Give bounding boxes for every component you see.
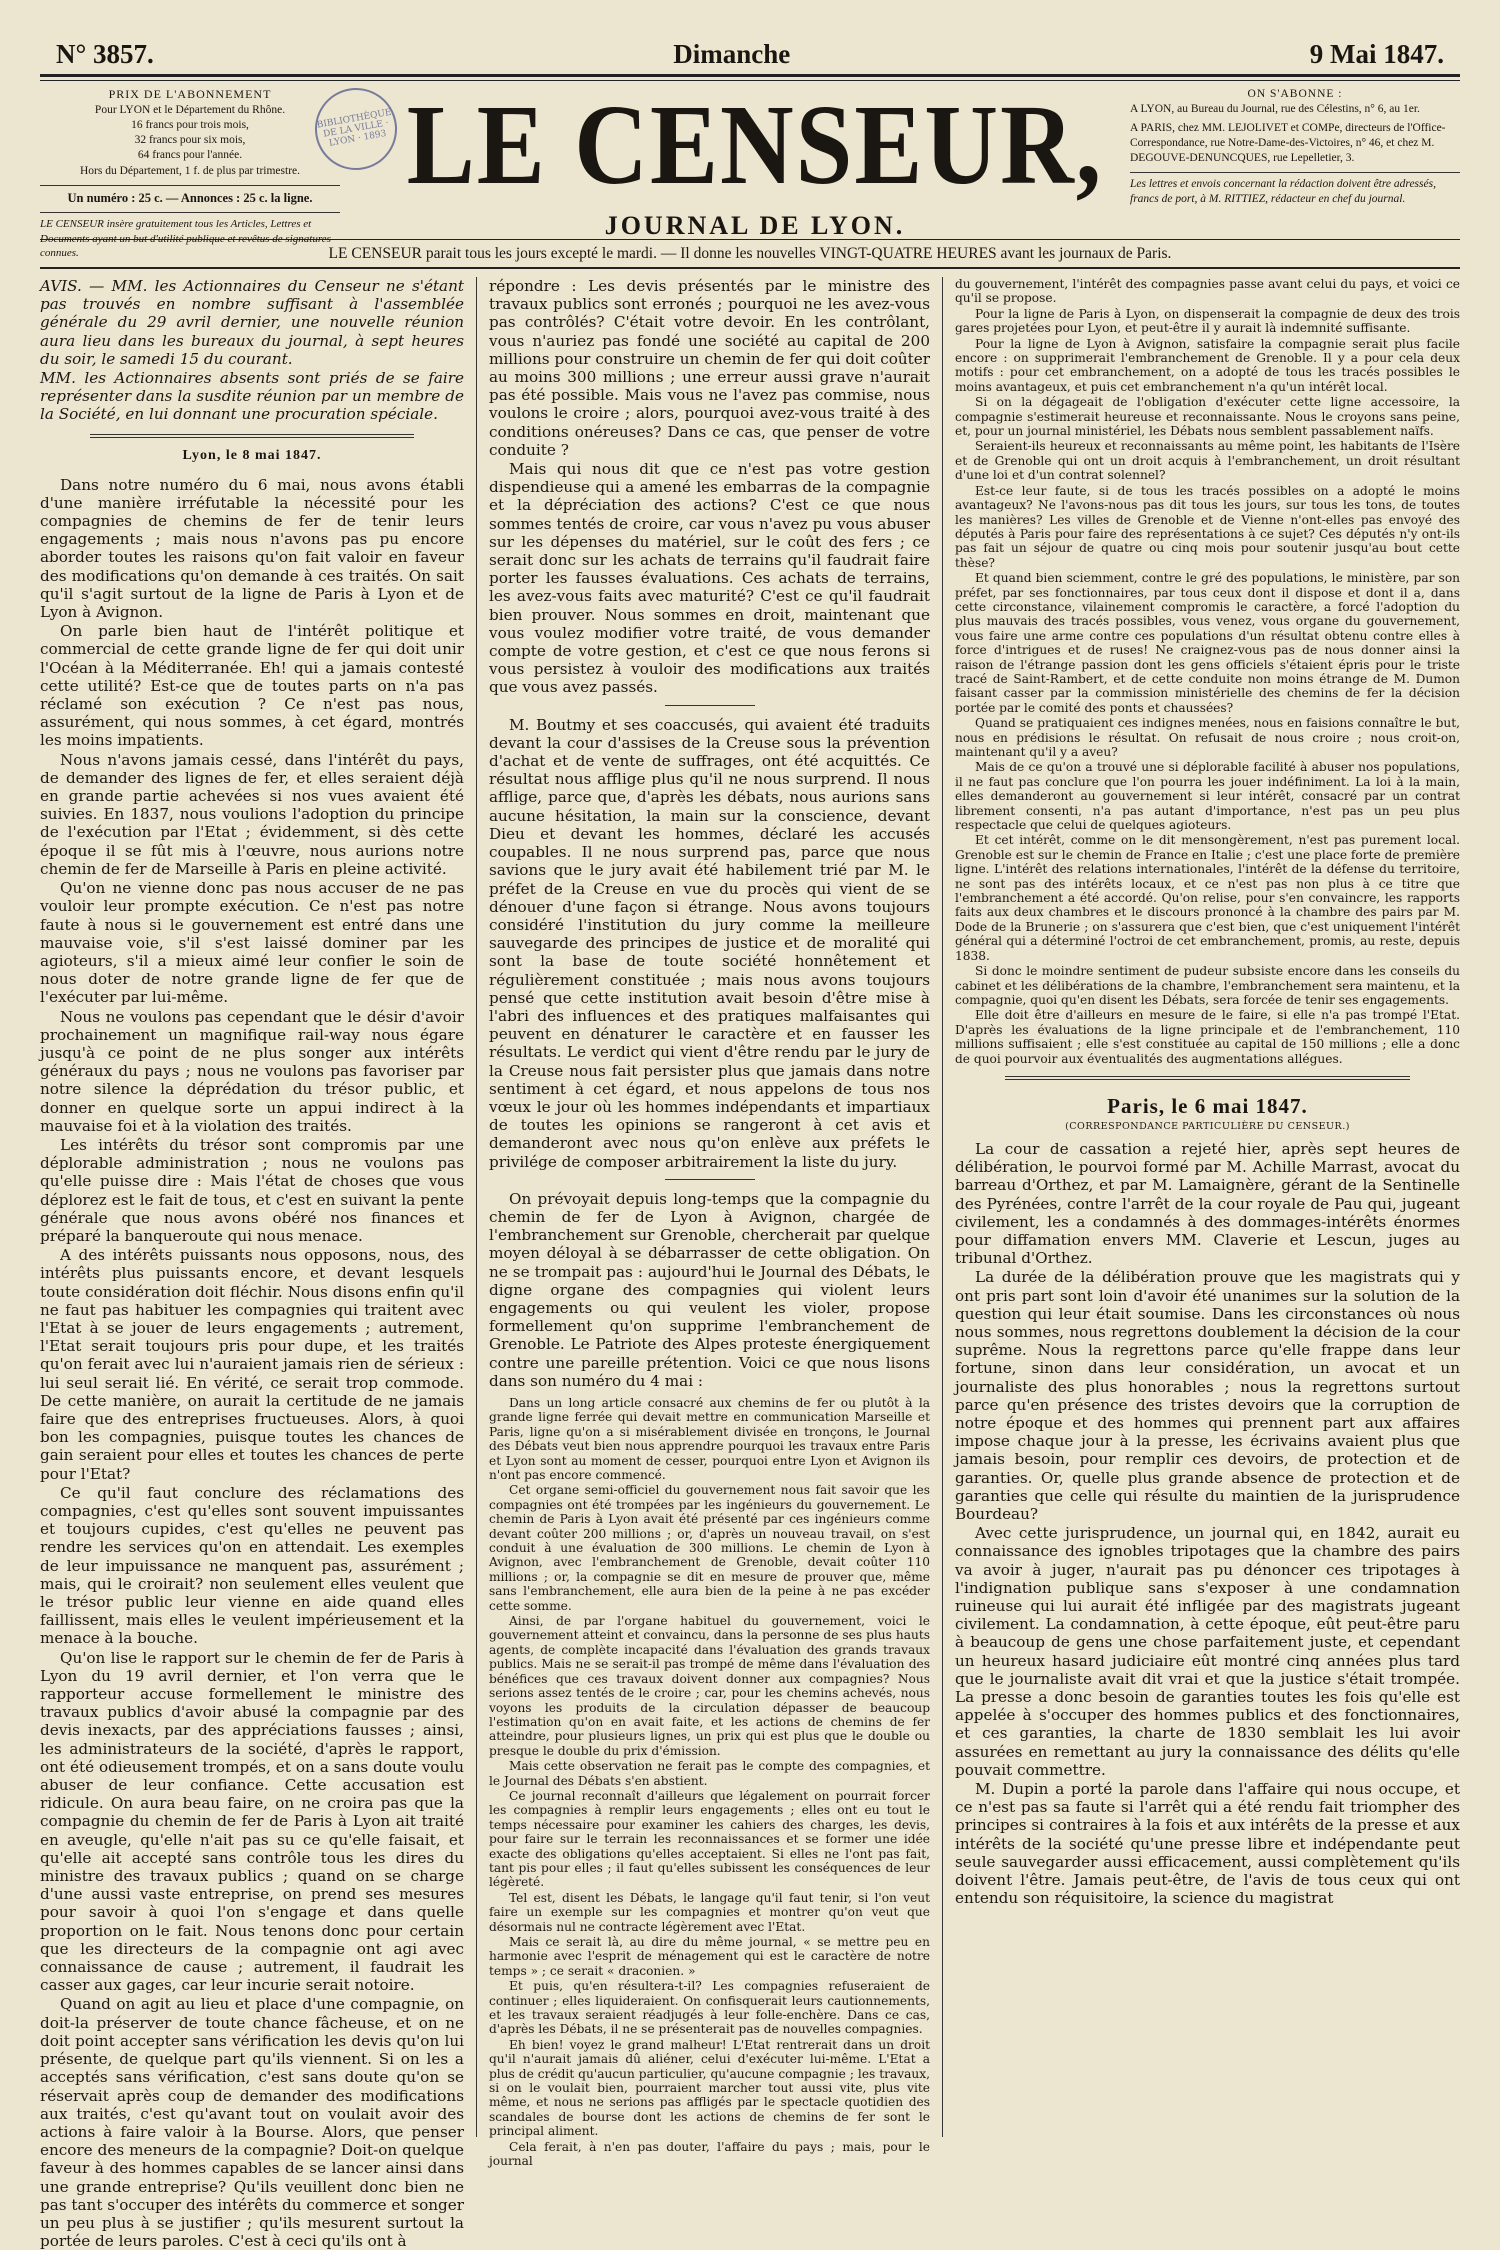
prices-line-3: 32 francs pour six mois,: [134, 134, 246, 147]
quote-paragraph: Dans un long article consacré aux chemins de fer ou plutôt à la grande ligne ferrée qui devait mettre en communication Marseille et Paris, ligne qu'on a si misérablement divisée en tronçons, le Journal des Débats veut bien nous apprendre pourquoi les travaux entre Paris et Lyon sont au moment de cesser, pourquoi entre Lyon et Avignon ils n'ont pas encore commencé.: [489, 1395, 930, 1483]
article-paragraph: On parle bien haut de l'intérêt politique et commercial de cette grande ligne de fer qui doit unir l'Océan à la Méditerranée. Eh! qui a jamais contesté cette utilité? Est-ce que de toutes parts on n'a pas réclamé son exécution ? Ce n'est pas nous, assurément, qui nous sommes, à cet égard, montrés les moins impatients.: [40, 622, 464, 750]
editor-note: Les lettres et envois concernant la rédaction doivent être adressés, francs de port, à M. RITTIEZ, rédacteur en chef du journal.: [1130, 177, 1436, 205]
quote-paragraph: Tel est, disent les Débats, le langage qu'il faut tenir, si l'on veut faire un exemple sur les compagnies et montrer qu'on veut que désormais nul ne contracte légèrement avec l'Etat.: [489, 1890, 930, 1934]
quote-paragraph: du gouvernement, l'intérêt des compagnies passe avant celui du pays, et voici ce qu'il se propose.: [955, 277, 1460, 306]
article-continuation: [489, 277, 930, 697]
article-paragraph: Dans notre numéro du 6 mai, nous avons établi d'une manière irréfutable la nécessité pour les compagnies de chemins de fer de tenir leurs engagements ; mais nous n'avons pas pu encore aborder toutes les raisons qu'on fait valoir en faveur des modifications qu'on demande à ces traités. On sait qu'il s'agit surtout de la ligne de Paris à Lyon et de Lyon à Avignon.: [40, 475, 464, 622]
paris-dateline-sub: (CORRESPONDANCE PARTICULIÈRE DU CENSEUR.): [1065, 1120, 1350, 1132]
quote-continuation: [955, 277, 1460, 1066]
quote-paragraph: Pour la ligne de Lyon à Avignon, satisfaire la compagnie serait plus facile encore : on supprimerait l'embranchement de Grenoble. Il y a pour cela deux motifs : pour cet embranchement, on a adopté de tous les tracés possibles le moins avantageux, et puis cet embranchement n'a qu'un intérêt local.: [955, 336, 1460, 394]
article-paragraph: Avec cette jurisprudence, un journal qui, en 1842, aurait eu connaissance des ignobles tripotages que la chambre des pairs va avoir à juger, n'aurait pas pu dénoncer ces tripotages à l'indignation publique sans s'exposer à une condamnation ruineuse qui lui aurait été infligée par des magistrats jugeant civilement. La condamnation, à cette époque, eût peut-être paru à beaucoup de gens une chose parfaitement juste, et cependant un heureux hasard judiciaire eût montré cinq années plus tard que le journaliste avait dit vrai et que la justice s'était trompée. La presse a donc besoin de garanties toutes les fois qu'elle est appelée à s'occuper des hommes publics et des fonctionnaires, et ces garanties, la charte de 1830 semblait les lui avoir assurées en remettant au jury la connaissance des délits qu'elle pouvait commettre.: [955, 1524, 1460, 1779]
notice-paragraph: MM. les Actionnaires absents sont priés de se faire représenter dans la susdite réunion par un membre de la Société, en lui donnant une procuration spéciale.: [40, 369, 464, 424]
prices-line-2: 16 francs pour trois mois,: [131, 119, 249, 131]
newspaper-subtitle: JOURNAL DE LYON.: [604, 211, 906, 240]
article-paragraph: La durée de la délibération prouve que les magistrats qui y ont pris part sont loin d'avoir été unanimes sur la solution de la question qui leur était soumise. Dans les circonstances où nous nous sommes, nous regrettons doublement la décision de la cour suprême. Nous la regrettons parce qu'elle frappe dans leur fortune, sinon dans leur considération, un avocat et un journaliste des plus honorables ; nous la regrettons surtout parce qu'en présence des tristes devoirs que la corruption de notre époque et des hommes qui prennent part aux affaires impose chaque jour à la presse, les écrivains avaient plus que jamais besoin, pour remplir ces devoirs, de protection et de garanties. Or, quelle plus grande absence de protection et de garanties que celle qui résulte du maintien de la jurisprudence Bourdeau?: [955, 1268, 1460, 1523]
insertion-note: LE CENSEUR insère gratuitement tous les Articles, Lettres et Documents ayant un but d'utilité publique et revêtus de signatures connues.: [40, 218, 331, 260]
header-rule: [40, 74, 1460, 81]
article-paragraph: Nous n'avons jamais cessé, dans l'intérêt du pays, de demander des lignes de fer, et elles seraient déjà en grande partie achevées si nos vues avaient été suivies. En 1837, nous voulions l'adoption du principe de l'exécution par l'Etat ; évidemment, si dès cette époque il se fût mis à l'œuvre, nous aurions notre chemin de fer de Marseille à Paris en pleine activité.: [40, 750, 464, 878]
quote-paragraph: Et puis, qu'en résultera-t-il? Les compagnies refuseraient de continuer ; elles liquideraient. On confisquerait leurs cautionnements, et les travaux seraient réadjugés à leur folle-enchère. Dans ce cas, d'après les Débats, il ne se présenterait pas de nouvelles compagnies.: [489, 1979, 930, 2037]
column-2: [476, 277, 942, 2169]
prices-divider: [40, 185, 340, 186]
quote-paragraph: Si donc le moindre sentiment de pudeur subsiste encore dans les conseils du cabinet et les délibérations de la chambre, l'embranchement sera maintenu, et la compagnie, quoi qu'en disent les Débats, sera forcée de tenir ses engagements.: [955, 964, 1460, 1007]
article-paragraph: Les intérêts du trésor sont compromis par une déplorable administration ; nous ne voulons pas qu'elle puisse dire : Mais l'état de choses que vous déplorez est le fait de tous, et c'est en suivant la pente générale que nous avons obéré nos finances et préparé la banqueroute qui nous menace.: [40, 1135, 464, 1245]
lyon-dateline: Lyon, le 8 mai 1847.: [182, 447, 322, 463]
section-rule: [1005, 1076, 1410, 1080]
article-paragraph: Nous ne voulons pas cependant que le désir d'avoir prochainement un magnifique rail-way nous égare jusqu'à ce point de ne plus songer aux intérêts généraux du pays ; nous ne voulons pas favoriser par notre silence la déprédation du trésor public, et donner en quelque sorte un appui indirect à la mauvaise foi et à la violation des traités.: [40, 1007, 464, 1135]
issue-number: N° 3857.: [56, 39, 154, 69]
column-3: [942, 277, 1460, 2137]
quote-paragraph: Mais de ce qu'on a trouvé une si déplorable facilité à abuser nos populations, il ne faut pas conclure que l'on pourra les jouer indéfiniment. La loi à la main, elles demanderont au gouvernement si leur intérêt, consacré par un contrat librement consenti, n'a pas autant d'importance, n'est pas un peu plus respectacle que celui de quelques agioteurs.: [955, 760, 1460, 833]
article-paragraph: Mais qui nous dit que ce n'est pas votre gestion dispendieuse qui a amené les embarras de la compagnie et la dépréciation des actions? C'est ce que nous sommes tentés de croire, car vous n'avez pu vous abuser sur les dépenses du matériel, sur le coût des fers ; ce serait donc sur les achats de terrains qu'il faudrait faire porter les fausses évaluations. Ces achats de terrains, les avez-vous faits avec maturité? C'est ce qu'il faudrait bien prouver. Nous sommes en droit, maintenant que vous voulez modifier votre traité, de vous demander compte de votre gestion, et c'est ce que nous ferons si vous persistez à vouloir des modifications aux traités que vous avez passés.: [489, 460, 930, 697]
quote-paragraph: Elle doit être d'ailleurs en mesure de le faire, si elle n'a pas trompé l'Etat. D'après les évaluations de la ligne principale et de l'embranchement, 110 millions suffisaient ; elle s'est constituée au capital de 150 millions ; elle a donc de quoi pourvoir aux éventualités des augmentations allégues.: [955, 1008, 1460, 1066]
quote-paragraph: Eh bien! voyez le grand malheur! L'Etat rentrerait dans un droit qu'il n'aurait jamais dû aliéner, celui d'exécuter lui-même. L'Etat a plus de crédit qu'aucun particulier, qu'aucune compagnie ; les travaux, si on le voulait bien, pourraient marcher tout aussi vite, plus vite même, et nous ne serions pas affligés par le spectacle quotidien des scandales de bourse dont les actions de chemins de fer sont le principal aliment.: [489, 2037, 930, 2139]
article-paragraph: Qu'on ne vienne donc pas nous accuser de ne pas vouloir leur prompte exécution. Ce n'est pas notre faute à nous si le gouvernement est entré dans une mauvaise voie, s'il s'est laissé dominer par les agioteurs, s'il a mieux aimé leur confier le soin de nous doter de notre grande ligne de fer que de l'exécuter par lui-même.: [40, 879, 464, 1007]
article-paragraph: Ce qu'il faut conclure des réclamations des compagnies, c'est qu'elles sont souvent impuissantes et toujours cupides, c'est qu'elles ne peuvent pas rendre les services qu'on en attendait. Les exemples de leur impuissance ne manquent pas, assurément ; mais, qui le croirait? non seulement elles veulent que le trésor public leur vienne en aide quand elles faillissent, mais elles le veulent impérieusement et la menace à la bouche.: [40, 1483, 464, 1648]
tagline: LE CENSEUR parait tous les jours excepté le mardi. — Il donne les nouvelles VINGT-QUATRE HEURES avant les journaux de Paris.: [40, 239, 1460, 269]
prices-heading: PRIX DE L'ABONNEMENT: [108, 87, 272, 101]
issue-line: [40, 18, 1460, 70]
paris-dateline: Paris, le 6 mai 1847.: [1107, 1093, 1308, 1118]
quote-paragraph: Pour la ligne de Paris à Lyon, on dispenserait la compagnie de deux des trois gares projetées pour Lyon, et peut-être il y aurait là indemnité suffisante.: [955, 306, 1460, 336]
quote-paragraph: Cela ferait, à n'en pas douter, l'affaire du pays ; mais, pour le journal: [489, 2139, 930, 2169]
article-paragraph: M. Dupin a porté la parole dans l'affaire qui nous occupe, et ce n'est pas sa faute si l'arrêt qui a été rendu fait triompher des principes si contraires à la fois et aux intérêts de la presse et aux intérêts de la société qu'une presse libre et indépendante peut seule sauvegarder aussi efficacement, aussi complètement qu'ils doivent l'être. Jamais peut-être, de l'avis de tous ceux qui ont entendu son réquisitoire, la science du magistrat: [955, 1780, 1460, 1908]
quote-paragraph: Est-ce leur faute, si de tous les tracés possibles on a adopté le moins avantageux? Ne l'avons-nous pas dit tous les jours, sur tous les tons, de toutes les manières? Les villes de Grenoble et de Vienne n'ont-elles pas envoyé des députés à Paris pour faire des représentations à ce sujet? Ces députés n'y ont-ils pas fait un séjour de quatre ou cinq mois pour soutenir jusqu'au bout cette thèse?: [955, 483, 1460, 570]
article-divider: [665, 1179, 755, 1180]
article-paragraph: Qu'on lise le rapport sur le chemin de fer de Paris à Lyon du 19 avril dernier, et l'on verra que le rapporteur accuse formellement le ministre des travaux publics d'avoir abusé la compagnie par des devis inexacts, par des appréciations fausses ; ainsi, les administrateurs de la société, d'après le rapport, ont été odieusement trompés, et on a sans doute voulu abuser de leur confiance. Cette accusation est ridicule. On aura beau faire, on ne croira pas que la compagnie du chemin de fer de Paris à Lyon ait traité en aveugle, qu'elle n'ait pas su ce qu'elle faisait, et qu'elle ait accepté sans contrôle tous les dires du ministre des travaux publics ; quand on se charge d'une aussi vaste entreprise, on prend ses mesures pour savoir à quoi l'on s'engage et dans quelle proportion on le fait. Nous tenons donc pour certain que les directeurs de la compagnie ont agi avec connaissance de cause ; autrement, il faudrait les casser aux gages, car leur incurie serait notoire.: [40, 1648, 464, 1995]
quote-paragraph: Quand se pratiquaient ces indignes menées, nous en faisions connaître le but, nous en prédisions le résultat. On refusait de nous croire ; nous croit-on, maintenant qu'il y a aveu?: [955, 716, 1460, 759]
issue-date: 9 Mai 1847.: [1309, 39, 1444, 69]
quote-paragraph: Seraient-ils heureux et reconnaissants au même point, les habitants de l'Isère et de Grenoble qui ont un droit acquis à l'embranchement, un droit résultant d'une loi et d'un contrat solennel?: [955, 439, 1460, 483]
prices-line-1: Pour LYON et le Département du Rhône.: [94, 103, 286, 116]
lyon-article: [40, 476, 464, 2250]
issue-day: Dimanche: [673, 39, 791, 69]
notice-paragraph: AVIS. — MM. les Actionnaires du Censeur ne s'étant pas trouvés en nombre suffisant à l'assemblée générale du 29 avril dernier, une nouvelle réunion aura lieu dans les bureaux du journal, à sept heures du soir, le samedi 15 du courant.: [40, 277, 464, 368]
quote-paragraph: Cet organe semi-officiel du gouvernement nous fait savoir que les compagnies ont été trompées par les ingénieurs du gouvernement. Le chemin de Paris à Lyon avait été présenté par ces ingénieurs comme devant coûter 200 millions ; or, d'après un nouveau travail, on s'est conduit à une évaluation de 300 millions. Le chemin de Lyon à Avignon, avec l'embranchement de Grenoble, devait coûter 110 millions ; or, la compagnie se dit en mesure de prouver que, même sans l'embranchement, elle aura bien de la peine à ne pas excéder cette somme.: [489, 1483, 930, 1613]
article-divider: [665, 705, 755, 706]
prices-divider-2: [40, 212, 340, 213]
quote-paragraph: Ce journal reconnaît d'ailleurs que légalement on pourrait forcer les compagnies à remplir leurs engagements ; elles ont eu tout le temps nécessaire pour examiner les cahiers des charges, les devis, pour faire sur le terrain les reconnaissances et se former une idée exacte des obligations qu'elles acceptaient. Si elles ne l'ont pas fait, tant pis pour elles ; il faut qu'elles subissent les conséquences de leur légèreté.: [489, 1788, 930, 1890]
places-paris: A PARIS, chez MM. LEJOLIVET et COMPe, directeurs de l'Office-Correspondance, rue Notre-Dame-des-Victoires, n° 46, et chez M. DEGOUVE-DENUNCQUES, rue Lepelletier, 3.: [1130, 121, 1446, 164]
article-paragraph: Quand on agit au lieu et place d'une compagnie, on doit-la préserver de toute chance fâcheuse, et on ne doit point accepter sans vérification les devis qu'on lui présente, de quelque part qu'ils viennent. Si on les a acceptés sans vérification, c'est sans doute qu'on se réservait après coup de demander des modifications aux traités, c'est qu'avant tout on voulait avoir des actions à faire valoir à la Bourse. Alors, que penser encore des meneurs de la compagnie? Doit-on quelque faveur à des hommes capables de se lancer ainsi dans une grande entreprise? Qu'ils veuillent donc bien ne pas tant s'occuper des intérêts du commerce et songer un peu plus à se justifier ; qu'ils mesurent surtout la portée de leurs paroles. C'est à ceci qu'ils ont à: [40, 1995, 464, 2250]
subscription-places: [1130, 87, 1460, 235]
quote-paragraph: Mais cette observation ne ferait pas le compte des compagnies, et le Journal des Débats s'en abstient.: [489, 1759, 930, 1788]
prices-line-4: 64 francs pour l'année.: [137, 149, 243, 162]
creuse-article: [489, 716, 930, 1171]
places-lyon: A LYON, au Bureau du Journal, rue des Célestins, n° 6, au 1er.: [1130, 102, 1420, 115]
quote-paragraph: Et quand bien sciemment, contre le gré des populations, le ministère, par son préfet, par ses fonctionnaires, par tous ceux dont il dispose et dont il a, dans cette circonstance, vilainement compromis le caractère, a forcé l'adoption du plus mauvais des tracés possibles, vous venez, vous organe du gouvernement, vous faire une arme contre ces populations d'un résultat obtenu contre elles à force d'intrigues et de ruses! Ne craignez-vous pas de nous donner ainsi la raison de l'étrange passion dont les gens officiels s'étaient épris pour le triste tracé de Saint-Rambert, et de cette conduite non moins étrange de M. Dumon faisant casser par la commission ministérielle des chemins de fer la décision portée par le comité des ponts et chaussées?: [955, 571, 1460, 715]
places-divider: [1130, 172, 1460, 173]
column-1: [40, 277, 476, 2250]
article-paragraph: M. Boutmy et ses coaccusés, qui avaient été traduits devant la cour d'assises de la Creuse sous la prévention d'achat et de vente de suffrages, ont été acquittés. Ce résultat nous afflige plus qu'il ne nous surprend. Il nous afflige, parce que, d'après les débats, nous aurions sans aucune hésitation, la main sur la conscience, devant Dieu et devant les hommes, déclaré les accusés coupables. Il ne nous surprend pas, parce que nous savions que le jury avait été habilement trié par M. le préfet de la Creuse en vue du procès qui vient de se dénouer d'une façon si étrange. Nous avons toujours considéré l'institution du jury comme la meilleure sauvegarde des principes de justice et de moralité qui sont la base de toute société honnêtement et régulièrement constituée ; mais nous avons toujours pensé que cette institution avait besoin d'être mise à l'abri des influences et des pratiques malfaisantes qui peuvent en dénaturer le caractère et en fausser les résultats. Le verdict qui vient d'être rendu par le jury de la Creuse nous fait persister plus que jamais dans notre sentiment à cet égard, et nous appelons de tous nos vœux le jour où les hommes indépendants et impartiaux de toutes les opinions se rangeront à cet avis et demanderont avec nous qu'on enlève aux préfets le privilége de composer arbitrairement la liste du jury.: [489, 715, 930, 1171]
article-paragraph: La cour de cassation a rejeté hier, après sept heures de délibération, le pourvoi formé par M. Achille Marrast, avocat du barreau d'Orthez, et par M. Lamaignère, gérant de la Sentinelle des Pyrénées, contre l'arrêt de la cour royale de Pau qui, jugeant civilement, les a condamnés à des dommages-intérêts énormes pour diffamation envers MM. Claverie et Lescun, juges au tribunal d'Orthez.: [955, 1139, 1460, 1268]
shareholders-notice: [40, 277, 464, 424]
places-heading: ON S'ABONNE :: [1247, 88, 1343, 100]
quote-paragraph: Si on la dégageait de l'obligation d'exécuter cette ligne accessoire, la compagnie s'estimerait heureuse et reconnaissante. Nous le croyons sans peine, et, pour un journal ministériel, les Débats nous semblent passablement naïfs.: [955, 395, 1460, 439]
quote-paragraph: Mais ce serait là, au dire du même journal, « se mettre peu en harmonie avec l'esprit de ménagement qui est le caractère de notre temps » ; ce serait « draconien. »: [489, 1935, 930, 1978]
quote-paragraph: Et cet intérêt, comme on le dit mensongèrement, n'est pas purement local. Grenoble est sur le chemin de France en Italie ; c'est une place forte de première ligne. L'intérêt des relations internationales, l'intérêt de la défense du territoire, ne sont pas des intérêts locaux, et ce n'est pas non plus à ce titre que l'embranchement a été accordé. Qu'on relise, pour s'en convaincre, les rapports faits aux deux chambres et le discours prononcé à la chambre des pairs par M. Dode de la Brunerie ; on s'assurera que c'est bien, que c'est uniquement l'intérêt général qui a déterminé l'octroi de cet embranchement, promis, au reste, depuis 1838.: [955, 833, 1460, 963]
article-paragraph: A des intérêts puissants nous opposons, nous, des intérêts plus puissants encore, et devant lesquels toute considération doit fléchir. Nous disons enfin qu'il ne faut pas habituer les compagnies qui traitent avec l'Etat à se jouer de leurs engagements ; autrement, l'Etat serait toujours pris pour dupe, et les traités qu'on ferait avec lui n'auraient jamais rien de sérieux : lui seul serait lié. En vérité, ce serait trop commode. De cette manière, on aurait la certitude de ne jamais faire que des entreprises fructueuses. Alors, à quoi bon les compagnies, puisque toutes les chances de gain seraient pour elles et toutes les chances de perte pour l'Etat?: [40, 1246, 464, 1483]
newspaper-title: LE CENSEUR,: [406, 82, 1104, 209]
article-paragraph: On prévoyait depuis long-temps que la compagnie du chemin de fer de Lyon à Avignon, chargée de l'embranchement sur Grenoble, chercherait par quelque moyen déloyal à se débarrasser de cette obligation. On ne se trompait pas : aujourd'hui le Journal des Débats, le digne organe des compagnies qui violent leurs engagements ou qui veulent les violer, propose formellement qu'on supprime l'embranchement de Grenoble. Le Patriote des Alpes proteste énergiquement contre une pareille prétention. Voici ce que nous lisons dans son numéro du 4 mai :: [489, 1189, 930, 1390]
grenoble-article: [489, 1190, 930, 1390]
article-paragraph: répondre : Les devis présentés par le ministre des travaux publics sont erronés ; pourquoi ne les avez-vous pas contrôlés? C'était votre devoir. En les contrôlant, vous n'auriez pas fondé une société au capital de 200 millions pour construire un chemin de fer qui doit coûter au moins 300 millions ; une erreur aussi grave n'aurait pas été possible. Mais vous ne l'avez pas commise, nous voulons le croire ; alors, pourquoi avez-vous traité à des conditions onéreuses? Dans ce cas, que penser de votre conduite ?: [489, 277, 930, 459]
prices-line-5: Hors du Département, 1 f. de plus par trimestre.: [79, 164, 301, 177]
columns: [40, 277, 1460, 2250]
patriote-quote: [489, 1396, 930, 2169]
library-stamp: BIBLIOTHÈQUE DE LA VILLE · LYON · 1893: [309, 82, 404, 177]
section-rule: [90, 434, 414, 438]
single-issue-price: Un numéro : 25 c. — Annonces : 25 c. la ligne.: [67, 190, 313, 205]
title-block: [340, 82, 1130, 240]
subscription-prices: [40, 87, 340, 260]
quote-paragraph: Ainsi, de par l'organe habituel du gouvernement, voici le gouvernement atteint et convaincu, dans la personne de ses plus hauts agents, de complète incapacité dans l'évaluation des grands travaux publics. Mais ne se serait-il pas trompé de même dans l'évaluation des bénéfices que ces travaux doivent donner aux compagnies? Nous serions assez tentés de le croire ; car, pour les chemins achevés, nous voyons les produits de la circulation dépasser de beaucoup l'estimation qu'on en avait faite, et les actions de chemins de fer atteindre, pour plusieurs lignes, un prix qui est plus que le double ou presque le double du prix d'émission.: [489, 1614, 930, 1758]
paris-article: [955, 1140, 1460, 1908]
